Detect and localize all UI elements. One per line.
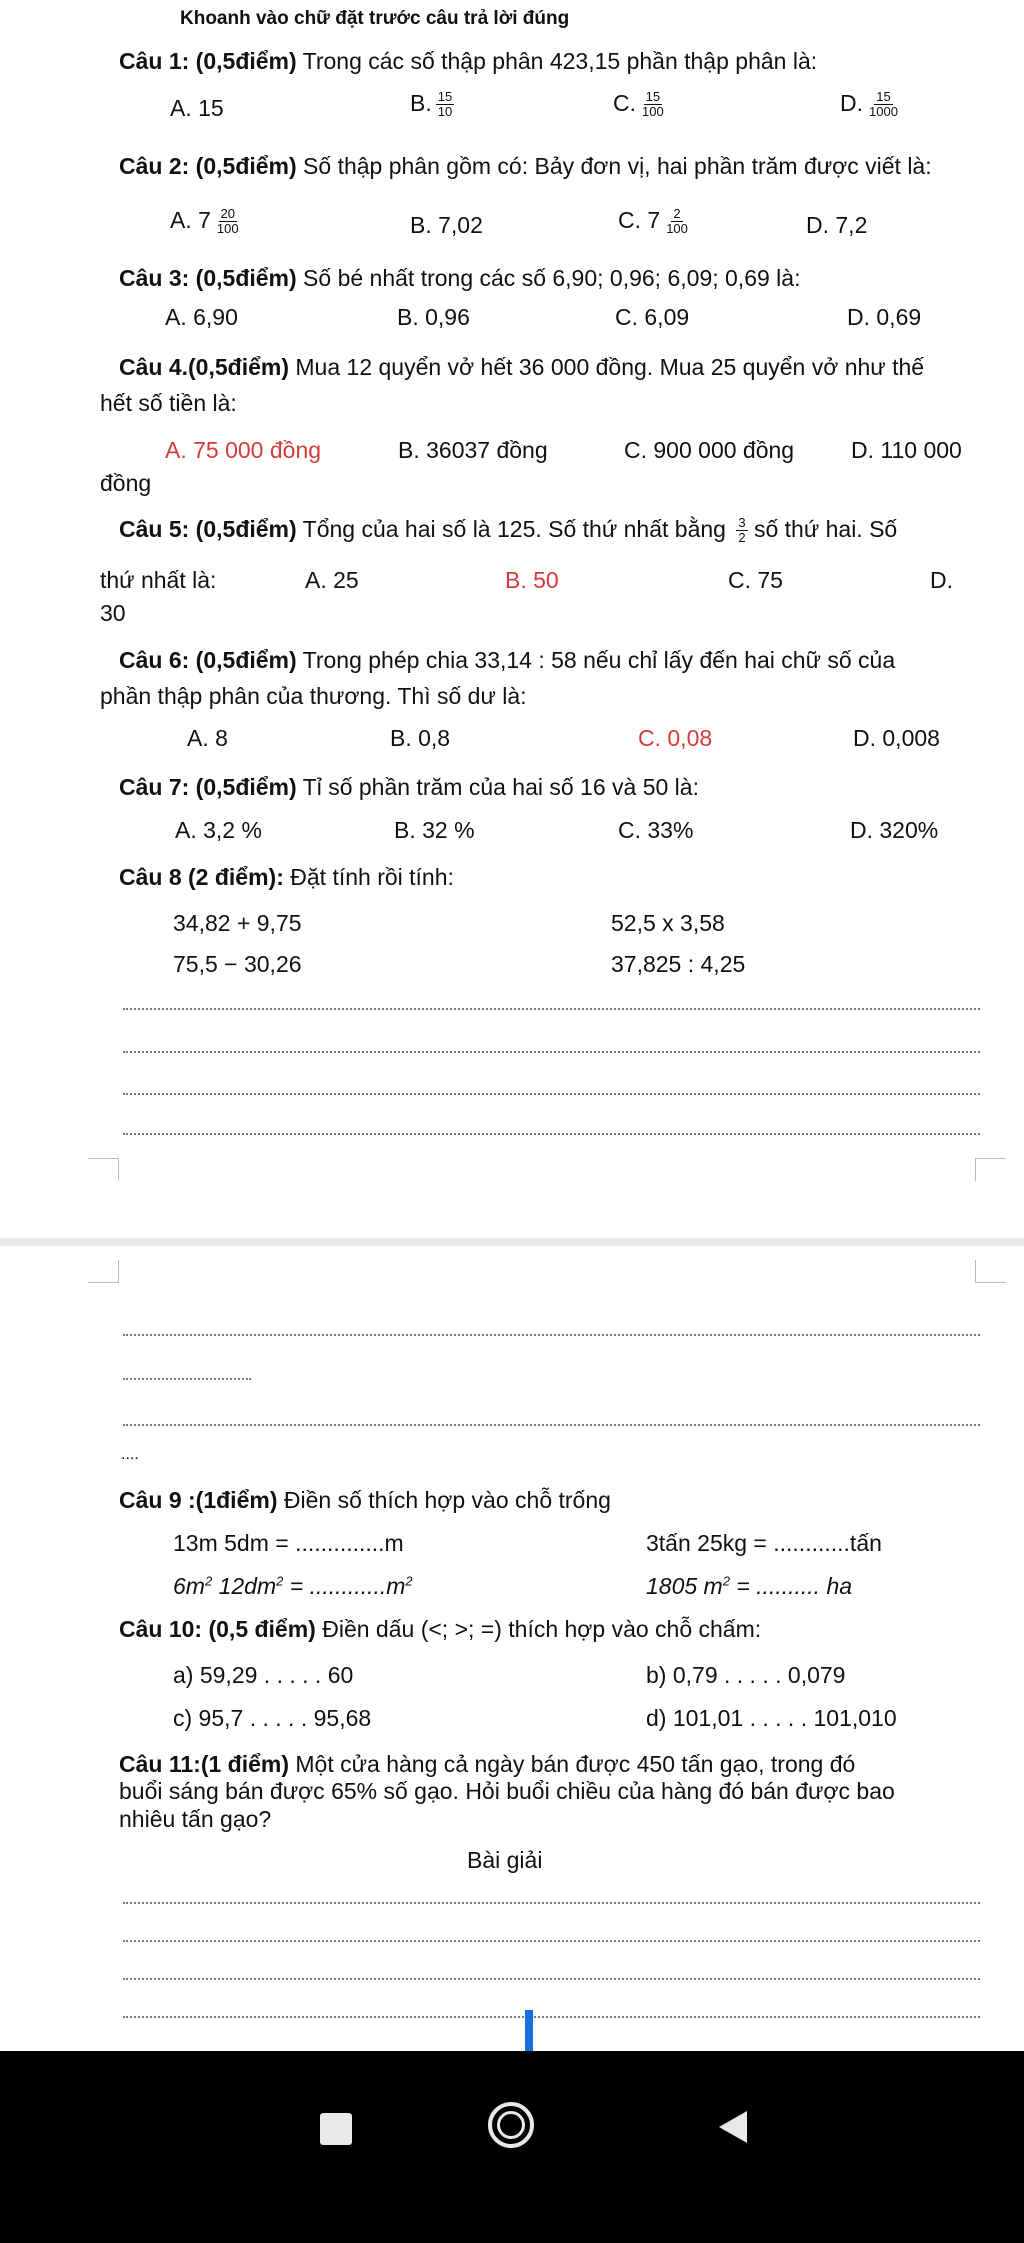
q6-option-a[interactable]: A. 8 <box>187 725 228 751</box>
continuation-dots: .... <box>121 1446 139 1463</box>
q6-option-c[interactable]: C. 0,08 <box>638 725 713 751</box>
q4-option-d-cont: đồng <box>100 470 152 496</box>
q11-text-line3: nhiêu tấn gạo? <box>119 1806 272 1832</box>
q4-option-c[interactable]: C. 900 000 đồng <box>624 437 795 463</box>
q3-option-a[interactable]: A. 6,90 <box>165 304 238 330</box>
q6-option-d[interactable]: D. 0,008 <box>853 725 940 751</box>
q5-option-d[interactable]: D. <box>930 567 953 593</box>
q10-item-d[interactable]: d) 101,01 . . . . . 101,010 <box>646 1705 897 1731</box>
q9-item-1[interactable]: 13m 5dm = ..............m <box>173 1530 404 1556</box>
solution-heading: Bài giải <box>467 1847 543 1873</box>
question-10: Câu 10: (0,5 điểm) Điền dấu (<; >; =) thích hợp vào chỗ chấm: <box>119 1616 762 1642</box>
q7-option-d[interactable]: D. 320% <box>850 817 939 843</box>
navigation-bar <box>0 2051 1024 2243</box>
question-7: Câu 7: (0,5điểm) Tỉ số phần trăm của hai số 16 và 50 là: <box>119 774 699 800</box>
q6-option-b[interactable]: B. 0,8 <box>390 725 451 751</box>
answer-line <box>123 1093 980 1095</box>
question-1 <box>119 48 817 74</box>
home-icon[interactable] <box>488 2102 534 2148</box>
q8-expression-2: 52,5 x 3,58 <box>611 910 725 936</box>
q9-item-2[interactable]: 3tấn 25kg = ............tấn <box>646 1530 882 1556</box>
answer-line <box>123 1978 980 1980</box>
q11-text-line2: buổi sáng bán được 65% số gạo. Hỏi buổi chiều của hàng đó bán được bao <box>119 1778 895 1804</box>
q5-option-c[interactable]: C. 75 <box>728 567 783 593</box>
q2-option-c[interactable]: C. 7 $\frac{2}{100}$ <box>618 206 688 237</box>
question-3: Câu 3: (0,5điểm) Số bé nhất trong các số 6,90; 0,96; 6,09; 0,69 là: <box>119 265 801 291</box>
q7-option-b[interactable]: B. 32 % <box>394 817 475 843</box>
question-2: Câu 2: (0,5điểm) Số thập phân gồm có: Bảy đơn vị, hai phần trăm được viết là: <box>119 153 932 179</box>
answer-line <box>123 1940 980 1942</box>
question-8: Câu 8 (2 điểm): Đặt tính rồi tính: <box>119 864 454 890</box>
home-inner-ring <box>497 2111 525 2139</box>
q1-option-a[interactable]: A. 15 <box>170 95 224 121</box>
answer-line <box>123 2016 980 2018</box>
q4-text-line2: hết số tiền là: <box>100 390 237 416</box>
question-6: Câu 6: (0,5điểm) Trong phép chia 33,14 : 58 nếu chỉ lấy đến hai chữ số của <box>119 647 896 673</box>
q9-item-3[interactable]: $6m^2$ $12dm^2 = ............m^2$ <box>173 1573 413 1599</box>
q8-expression-4: 37,825 : 4,25 <box>611 951 746 977</box>
section-heading: Khoanh vào chữ đặt trước câu trả lời đúng <box>180 8 570 29</box>
q5-option-b[interactable]: B. 50 <box>505 567 559 593</box>
answer-line <box>123 1051 980 1053</box>
q1-label: Câu 1: (0,5điểm) <box>119 48 297 74</box>
q4-option-a[interactable]: A. 75 000 đồng <box>165 437 322 463</box>
q1-option-d[interactable]: D. $\frac{15}{1000}$ <box>840 89 898 120</box>
question-9: Câu 9 :(1điểm) Điền số thích hợp vào chỗ trống <box>119 1487 611 1513</box>
q8-expression-3: 75,5 − 30,26 <box>173 951 302 977</box>
q10-item-b[interactable]: b) 0,79 . . . . . 0,079 <box>646 1662 846 1688</box>
page-corner-mark <box>88 1260 119 1283</box>
answer-line <box>123 1008 980 1010</box>
q7-option-c[interactable]: C. 33% <box>618 817 694 843</box>
answer-line <box>123 1133 980 1135</box>
page-corner-mark <box>975 1158 1006 1181</box>
q3-option-b[interactable]: B. 0,96 <box>397 304 470 330</box>
page-corner-mark <box>975 1260 1006 1283</box>
q4-option-d[interactable]: D. 110 000 <box>851 437 962 463</box>
q5-option-a[interactable]: A. 25 <box>305 567 359 593</box>
recents-icon[interactable] <box>320 2113 352 2145</box>
q1-option-c[interactable]: C. $\frac{15}{100}$ <box>613 89 664 120</box>
q1-text: Trong các số thập phân 423,15 phần thập phân là: <box>302 48 818 74</box>
text-cursor <box>525 2010 533 2051</box>
q9-item-4[interactable]: 1805 $m^2$ = .......... ha <box>646 1573 853 1599</box>
document-page-2 <box>0 1246 1024 2051</box>
page-break <box>0 1238 1024 1246</box>
q6-text-line2: phần thập phân của thương. Thì số dư là: <box>100 683 527 709</box>
q2-option-d[interactable]: D. 7,2 <box>806 212 868 238</box>
q3-option-d[interactable]: D. 0,69 <box>847 304 922 330</box>
q2-option-a[interactable]: A. 7 $\frac{20}{100}$ <box>170 206 239 237</box>
q10-item-a[interactable]: a) 59,29 . . . . . 60 <box>173 1662 354 1688</box>
page-corner-mark <box>88 1158 119 1181</box>
answer-line <box>123 1378 251 1380</box>
answer-line <box>123 1424 980 1426</box>
question-4: Câu 4.(0,5điểm) Mua 12 quyển vở hết 36 000 đồng. Mua 25 quyển vở như thế <box>119 354 925 380</box>
q2-option-b[interactable]: B. 7,02 <box>410 212 483 238</box>
question-5: Câu 5: (0,5điểm) Tổng của hai số là 125. Số thứ nhất bằng $\frac{3}{2}$ số thứ hai. Số <box>119 515 898 546</box>
q8-expression-1: 34,82 + 9,75 <box>173 910 302 936</box>
q10-item-c[interactable]: c) 95,7 . . . . . 95,68 <box>173 1705 372 1731</box>
q7-option-a[interactable]: A. 3,2 % <box>175 817 262 843</box>
q3-option-c[interactable]: C. 6,09 <box>615 304 690 330</box>
q4-option-b[interactable]: B. 36037 đồng <box>398 437 548 463</box>
answer-line <box>123 1334 980 1336</box>
answer-line <box>123 1902 980 1904</box>
q1-option-b[interactable]: B. $\frac{15}{10}$ <box>410 89 453 120</box>
back-icon[interactable] <box>717 2109 749 2145</box>
q5-text-line2: thứ nhất là: <box>100 567 217 593</box>
q5-option-d-cont: 30 <box>100 600 126 626</box>
question-11: Câu 11:(1 điểm) Một cửa hàng cả ngày bán được 450 tấn gạo, trong đó <box>119 1751 856 1777</box>
